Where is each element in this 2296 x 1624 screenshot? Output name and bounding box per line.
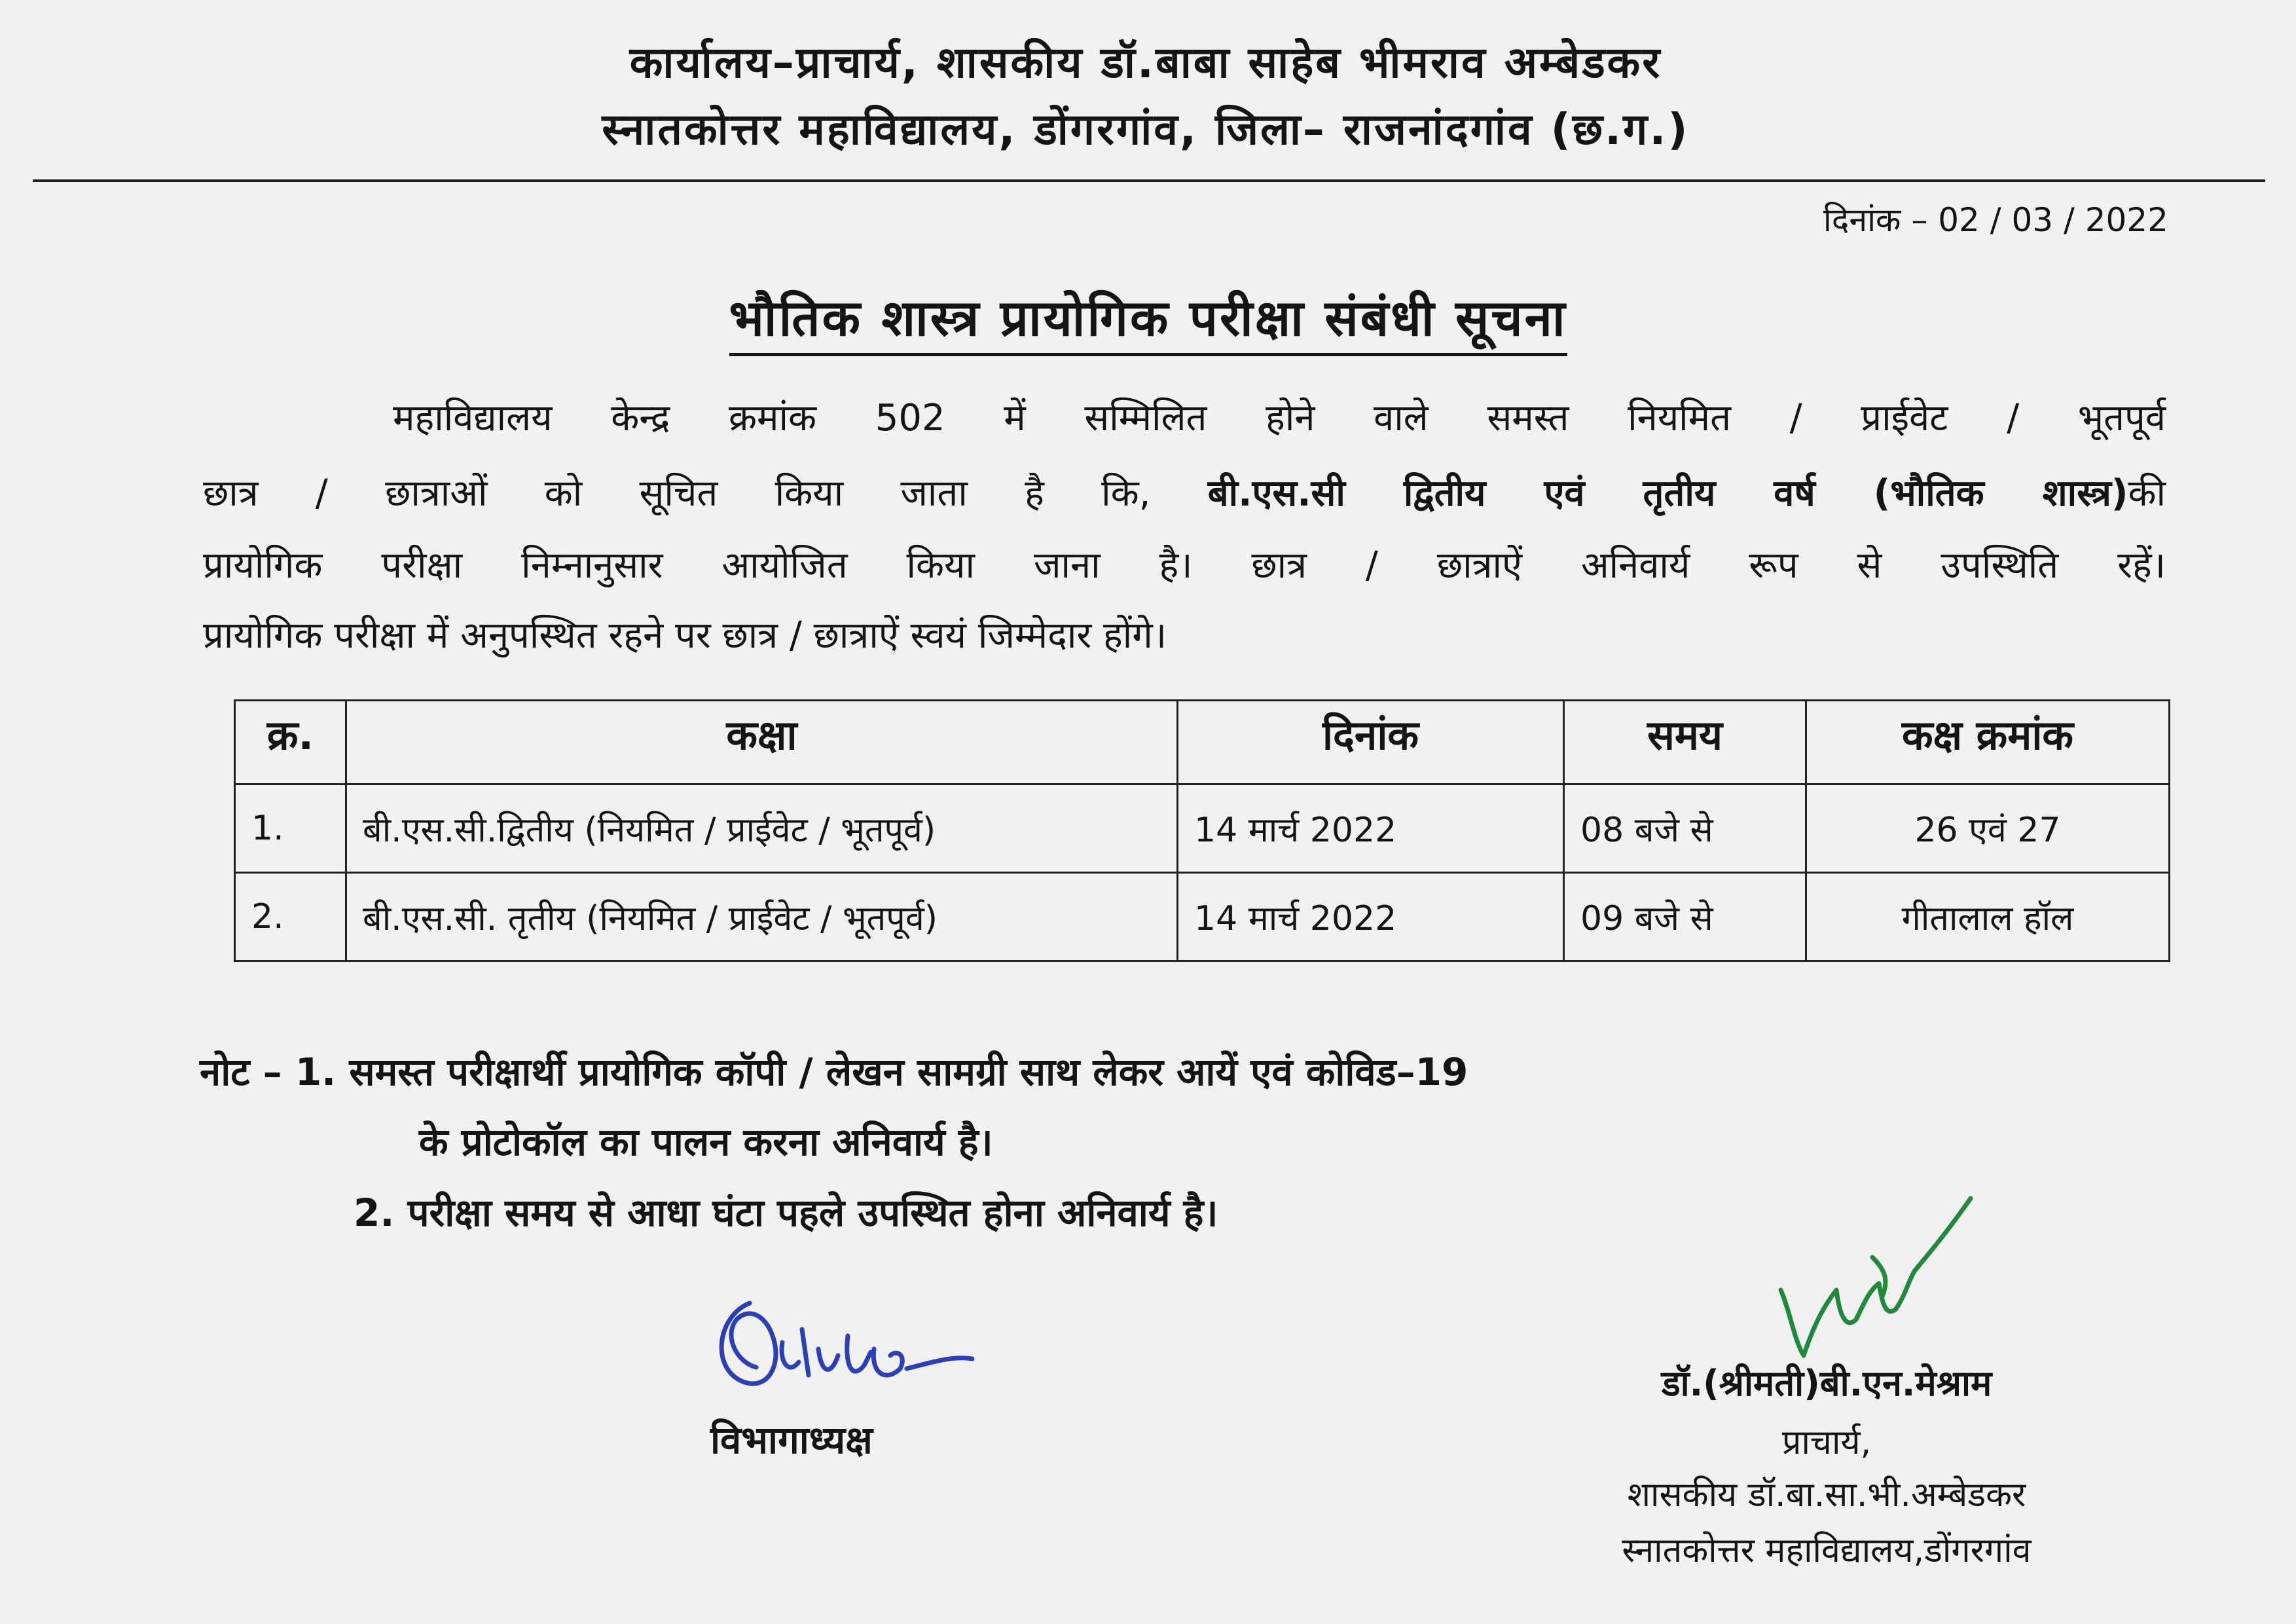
cell-class: बी.एस.सी. तृतीय (नियमित / प्राईवेट / भूतपूर्व) [346,873,1178,961]
principal-name: डॉ.(श्रीमती)बी.एन.मेश्राम [1661,1363,1992,1404]
notice-title-text: भौतिक शास्त्र प्रायोगिक परीक्षा संबंधी सूचना [729,283,1567,356]
cell-serial: 2. [235,873,346,961]
body-line-2-start: छात्र / छात्राओं को सूचित किया जाता है कि, [203,472,1151,515]
cell-date: 14 मार्च 2022 [1178,873,1564,961]
principal-college-line1: शासकीय डॉ.बा.सा.भी.अम्बेडकर [1627,1475,2026,1515]
notice-title [0,283,2296,356]
principal-signature-icon [1774,1192,1984,1375]
cell-time: 09 बजे से [1564,873,1806,961]
hod-signature-icon [710,1290,985,1401]
course-highlight: बी.एस.सी द्वितीय एवं तृतीय वर्ष (भौतिक शास्त्र) [1207,472,2128,515]
body-line-2-end: की [2128,472,2166,515]
cell-room: गीतालाल हॉल [1806,873,2170,961]
cell-date: 14 मार्च 2022 [1178,784,1564,873]
office-header-line1: कार्यालय–प्राचार्य, शासकीय डॉ.बाबा साहेब भीमराव अम्बेडकर [629,37,1662,88]
table-row [235,784,2170,873]
notice-date: दिनांक – 02 / 03 / 2022 [1823,201,2168,239]
header-time: समय [1564,701,1806,784]
table-header-row [235,701,2170,784]
cell-time: 08 बजे से [1564,784,1806,873]
header-room: कक्ष क्रमांक [1806,701,2170,784]
principal-college-line2: स्नातकोत्तर महाविद्यालय,डोंगरगांव [1622,1531,2032,1570]
principal-title: प्राचार्य, [1781,1423,1872,1462]
header-date: दिनांक [1178,701,1564,784]
header-divider [33,179,2265,182]
header-serial: क्र. [235,701,346,784]
table-row [235,873,2170,961]
cell-room: 26 एवं 27 [1806,784,2170,873]
body-line-4: प्रायोगिक परीक्षा में अनुपस्थित रहने पर छात्र / छात्राऐं स्वयं जिम्मेदार होंगे। [203,614,1167,657]
body-line-1: महाविद्यालय केन्द्र क्रमांक 502 में सम्मिलित होने वाले समस्त नियमित / प्राईवेट / भूतपूर्व [393,397,2166,439]
cell-class: बी.एस.सी.द्वितीय (नियमित / प्राईवेट / भूतपूर्व) [346,784,1178,873]
office-header-line2: स्नातकोत्तर महाविद्यालय, डोंगरगांव, जिला– राजनांदगांव (छ.ग.) [602,104,1690,155]
body-line-3: प्रायोगिक परीक्षा निम्नानुसार आयोजित किया जाना है। छात्र / छात्राऐं अनिवार्य रूप से उपस्थिति रहें। [203,544,2166,587]
body-line-2 [203,467,2166,517]
exam-schedule-table [234,699,2170,962]
note-line-1: नोट – 1. समस्त परीक्षार्थी प्रायोगिक कॉपी / लेखन सामग्री साथ लेकर आयें एवं कोविड–19 [200,1050,1468,1094]
header-class: कक्षा [346,701,1178,784]
hod-title: विभागाध्यक्ष [710,1418,873,1462]
note-line-2: के प्रोटोकॉल का पालन करना अनिवार्य है। [419,1120,993,1164]
cell-serial: 1. [235,784,346,873]
note-line-3: 2. परीक्षा समय से आधा घंटा पहले उपस्थित होना अनिवार्य है। [354,1190,1218,1235]
